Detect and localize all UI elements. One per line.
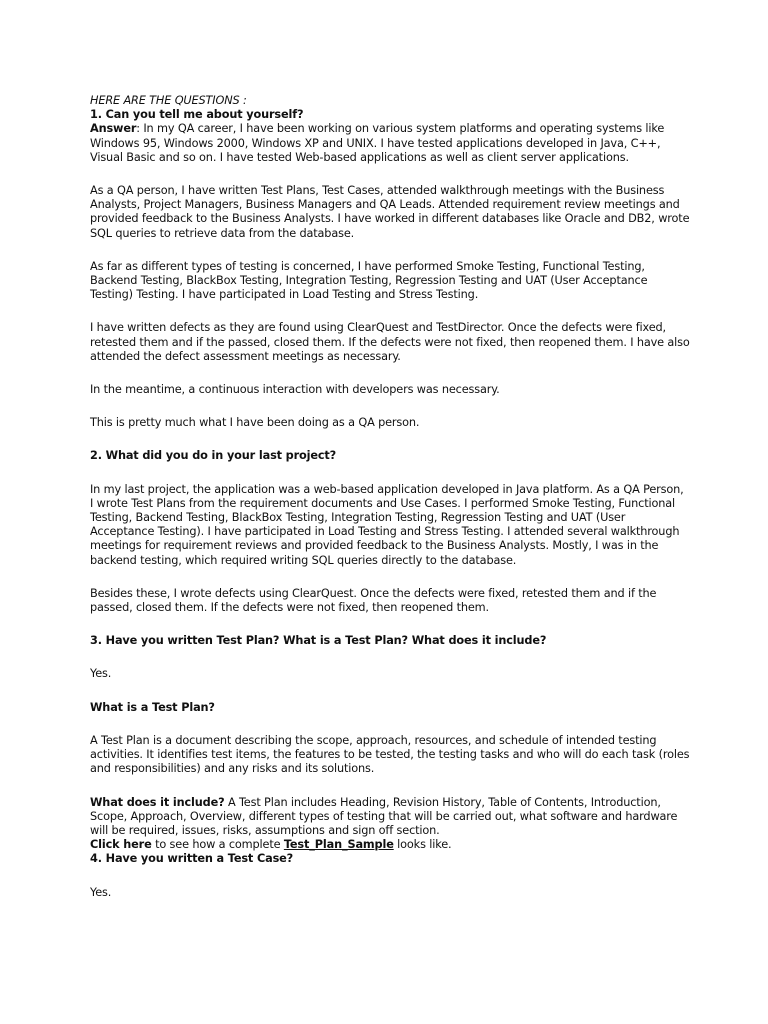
include-text: A Test Plan includes Heading, Revision History, Table of Contents, Introduction, Scope, Approach, Overview, different types of testing that will be carried out, what software and hardware will be required, issues, risks, assumptions and sign off section. [90,795,678,837]
question-1: 1. Can you tell me about yourself? [90,108,304,122]
q1-paragraph-5: In the meantime, a continuous interaction with developers was necessary. [90,383,500,397]
q1-paragraph-3: As far as different types of testing is concerned, I have performed Smoke Testing, Functional Testing, Backend Testing, BlackBox Testing, Integration Testing, Regression Testing and UAT (User Acceptance Testing) Testing. I have participated in Load Testing and Stress Testing. [90,259,648,302]
q3-include-paragraph [90,796,690,839]
q2-paragraph-1: In my last project, the application was a web-based application developed in Java platform. As a QA Person, I wrote Test Plans from the requirement documents and Use Cases. I performed Smoke Testing, Functional Testing, Backend Testing, BlackBox Testing, Integration Testing, Regression Testing and UAT (User Acceptance Testing). I have participated in Load Testing and Stress Testing. I attended several walkthrough meetings for requirement reviews and provided feedback to the Business Analysts. Mostly, I was in the backend testing, which required writing SQL queries directly to the database. [90,482,684,567]
test-plan-sample-link[interactable]: Test_Plan_Sample [283,838,394,852]
click-text-2: looks like. [393,838,452,852]
q1-paragraph-2: As a QA person, I have written Test Plans, Test Cases, attended walkthrough meetings with the Business Analysts, Project Managers, Business Managers and QA Leads. Attended requirement review meetings and provided feedback to the Business Analysts. I have worked in different databases like Oracle and DB2, wrote SQL queries to retrieve data from the database. [90,184,690,240]
click-text-1: to see how a complete [151,838,284,852]
intro-text: HERE ARE THE QUESTIONS : [90,94,247,107]
include-label: What does it include? [90,795,225,809]
answer-label: Answer [90,122,137,136]
q1-paragraph-6: This is pretty much what I have been doing as a QA person. [90,416,420,430]
q1-answer-paragraph [90,122,690,165]
click-here-line [90,838,690,852]
q1-answer-text: : In my QA career, I have been working on various system platforms and operating systems like Windows 95, Windows 2000, Windows XP and UNIX. I have tested applications developed in Java, C++, Visual Basic and so on. I have tested Web-based applications as well as client server applications. [90,122,665,164]
question-2: 2. What did you do in your last project? [90,449,337,463]
q3-sub-heading: What is a Test Plan? [90,700,215,714]
q2-paragraph-2: Besides these, I wrote defects using ClearQuest. Once the defects were fixed, retested them and if the passed, closed them. If the defects were not fixed, then reopened them. [90,586,657,615]
q3-definition: A Test Plan is a document describing the scope, approach, resources, and schedule of intended testing activities. It identifies test items, the features to be tested, the testing tasks and who will do each task (roles and responsibilities) and any risks and its solutions. [90,733,690,776]
q1-paragraph-4: I have written defects as they are found using ClearQuest and TestDirector. Once the defects were fixed, retested them and if the passed, closed them. If the defects were not fixed, then reopened them. I have also attended the defect assessment meetings as necessary. [90,321,690,363]
q3-answer: Yes. [90,667,112,681]
question-3: 3. Have you written Test Plan? What is a Test Plan? What does it include? [90,634,547,648]
question-4: 4. Have you written a Test Case? [90,852,294,866]
q4-answer: Yes. [90,885,112,899]
document-body [90,94,690,900]
click-here-link[interactable]: Click here [90,838,152,852]
